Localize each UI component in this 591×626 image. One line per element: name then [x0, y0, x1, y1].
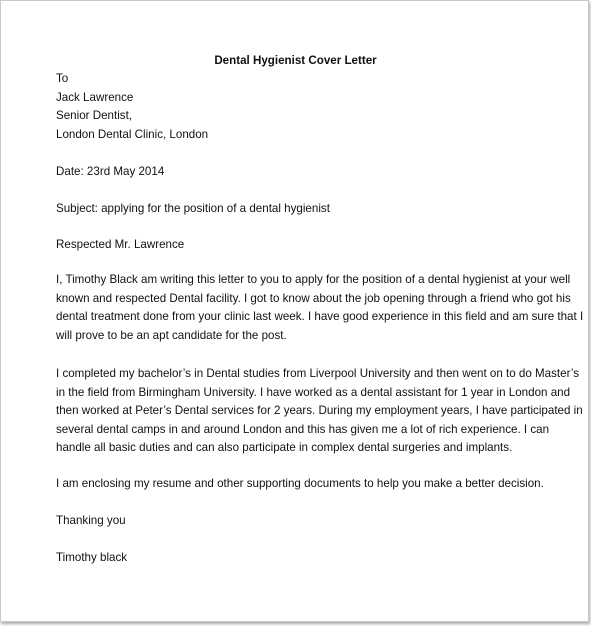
document-title: Dental Hygienist Cover Letter	[214, 54, 377, 67]
paragraph-line: in the field from Birmingham University. I have worked as a dental assistant for 1 year in London and	[56, 385, 571, 399]
address-to: To	[56, 72, 69, 85]
paragraph-introduction	[56, 271, 584, 345]
paragraph-line: several dental camps in and around London and this has given me a lot of rich experience. I can	[56, 422, 550, 436]
signature-name: Timothy black	[56, 551, 128, 564]
paragraph-line: handle all basic duties and can also participate in complex dental surgeries and implants.	[56, 441, 513, 454]
paragraph-line: then worked at Peter’s Dental services for 2 years. During my employment years, I have participated in	[56, 404, 583, 417]
letter-date: Date: 23rd May 2014	[56, 165, 165, 178]
paragraph-line: I completed my bachelor’s in Dental studies from Liverpool University and then went on to do Master’s	[56, 367, 580, 380]
paragraph-line: dental treatment done from your clinic last week. I have good experience in this field and am sure that I	[56, 310, 584, 323]
paragraph-experience	[56, 365, 583, 458]
paragraph-line: known and respected Dental facility. I got to know about the job opening through a friend who got his	[56, 291, 571, 305]
recipient-position: Senior Dentist,	[56, 109, 133, 122]
recipient-organization: London Dental Clinic, London	[56, 128, 209, 141]
closing: Thanking you	[56, 514, 126, 527]
paragraph-line: will prove to be an apt candidate for the post.	[56, 328, 287, 342]
salutation: Respected Mr. Lawrence	[56, 238, 185, 251]
paragraph-line: I, Timothy Black am writing this letter to you to apply for the position of a dental hygienist at your well	[56, 273, 571, 286]
letter-subject: Subject: applying for the position of a dental hygienist	[56, 202, 330, 215]
recipient-name: Jack Lawrence	[56, 91, 134, 104]
paragraph-enclosure: I am enclosing my resume and other supporting documents to help you make a better decision.	[56, 477, 544, 490]
